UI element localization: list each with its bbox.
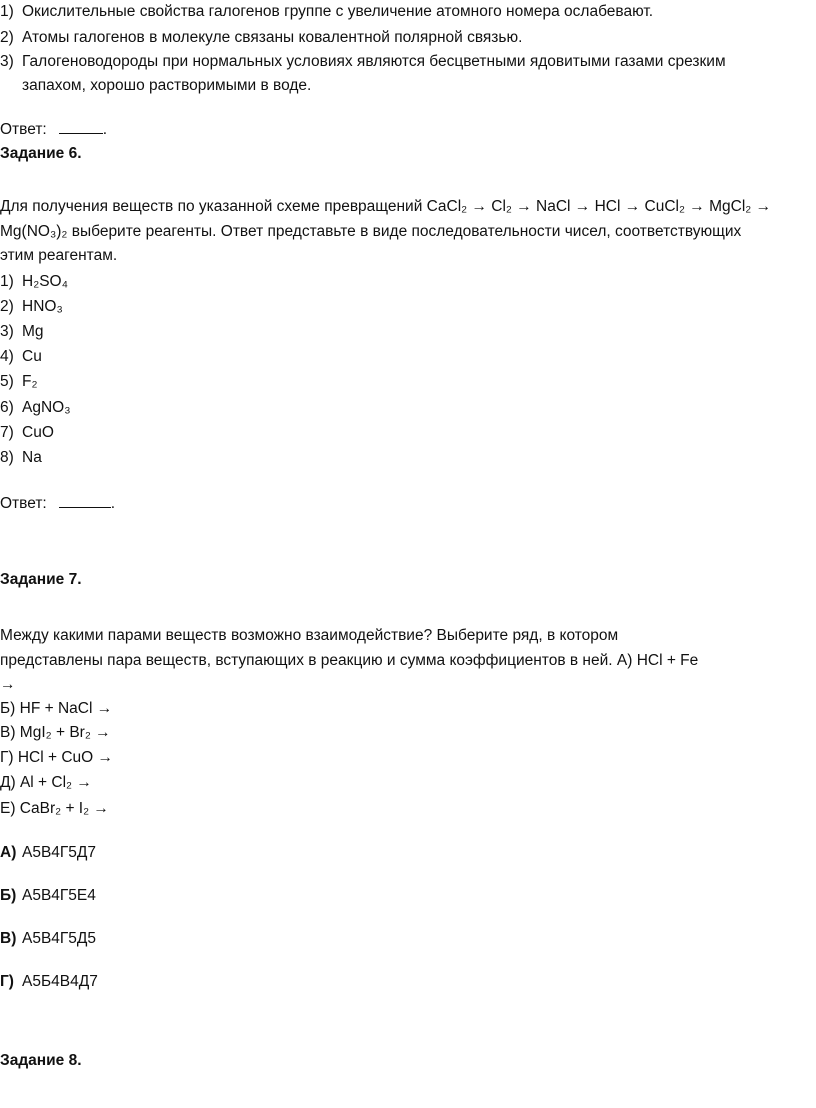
option-2: 2) HNO₃ — [0, 298, 63, 315]
task-7-text-line-3: → — [0, 676, 16, 693]
answer-line-1: Ответ: . — [0, 121, 108, 138]
option-3: 3) Mg — [0, 323, 44, 340]
option-6: 6) AgNO₃ — [0, 399, 71, 416]
answer-blank-6[interactable] — [59, 507, 111, 508]
answer-option-v[interactable]: В) А5В4Г5Д5 — [0, 930, 97, 947]
pair-e: Е) CaBr₂ + I₂ → — [0, 800, 109, 817]
answer-option-g[interactable]: Г) А5Б4В4Д7 — [0, 973, 98, 990]
task-7-text-line-1: Между какими парами веществ возможно взаимодействие? Выберите ряд, в котором — [0, 627, 619, 644]
option-8: 8) Na — [0, 449, 42, 466]
task-6-text-line-1: Для получения веществ по указанной схеме превращений CaCl₂ → Cl₂ → NaCl → HCl → CuCl₂ → MgCl₂ → — [0, 198, 772, 215]
statement-1: 1) Окислительные свойства галогенов группе с увеличение атомного номера ослабевают. — [0, 3, 654, 20]
pair-b: Б) HF + NaCl → — [0, 700, 113, 717]
answer-option-a[interactable]: А) А5В4Г5Д7 — [0, 844, 97, 861]
task-7-text-line-2: представлены пара веществ, вступающих в реакцию и сумма коэффициентов в ней. А) HCl + Fe — [0, 652, 699, 669]
task-8-title: Задание 8. — [0, 1052, 82, 1069]
pair-d: Д) Al + Cl₂ → — [0, 774, 92, 791]
statement-2: 2) Атомы галогенов в молекуле связаны ковалентной полярной связью. — [0, 29, 523, 46]
task-6-text-line-2: Mg(NO₃)₂ выберите реагенты. Ответ представьте в виде последовательности чисел, соответствующих — [0, 223, 742, 240]
task-7-title: Задание 7. — [0, 571, 82, 588]
statement-3-continuation: запахом, хорошо растворимыми в воде. — [22, 77, 312, 94]
option-4: 4) Cu — [0, 348, 42, 365]
task-6-title: Задание 6. — [0, 145, 82, 162]
pair-v: В) MgI₂ + Br₂ → — [0, 724, 111, 741]
statement-3: 3) Галогеноводороды при нормальных условиях являются бесцветными ядовитыми газами срезким — [0, 53, 726, 70]
answer-option-b[interactable]: Б) А5В4Г5Е4 — [0, 887, 96, 904]
option-1: 1) H₂SO₄ — [0, 273, 68, 290]
task-6-text-line-3: этим реагентам. — [0, 247, 118, 264]
option-5: 5) F₂ — [0, 373, 38, 390]
answer-blank-1[interactable] — [59, 133, 103, 134]
pair-g: Г) HCl + CuO → — [0, 749, 114, 766]
answer-line-6: Ответ: . — [0, 495, 116, 512]
option-7: 7) CuO — [0, 424, 54, 441]
